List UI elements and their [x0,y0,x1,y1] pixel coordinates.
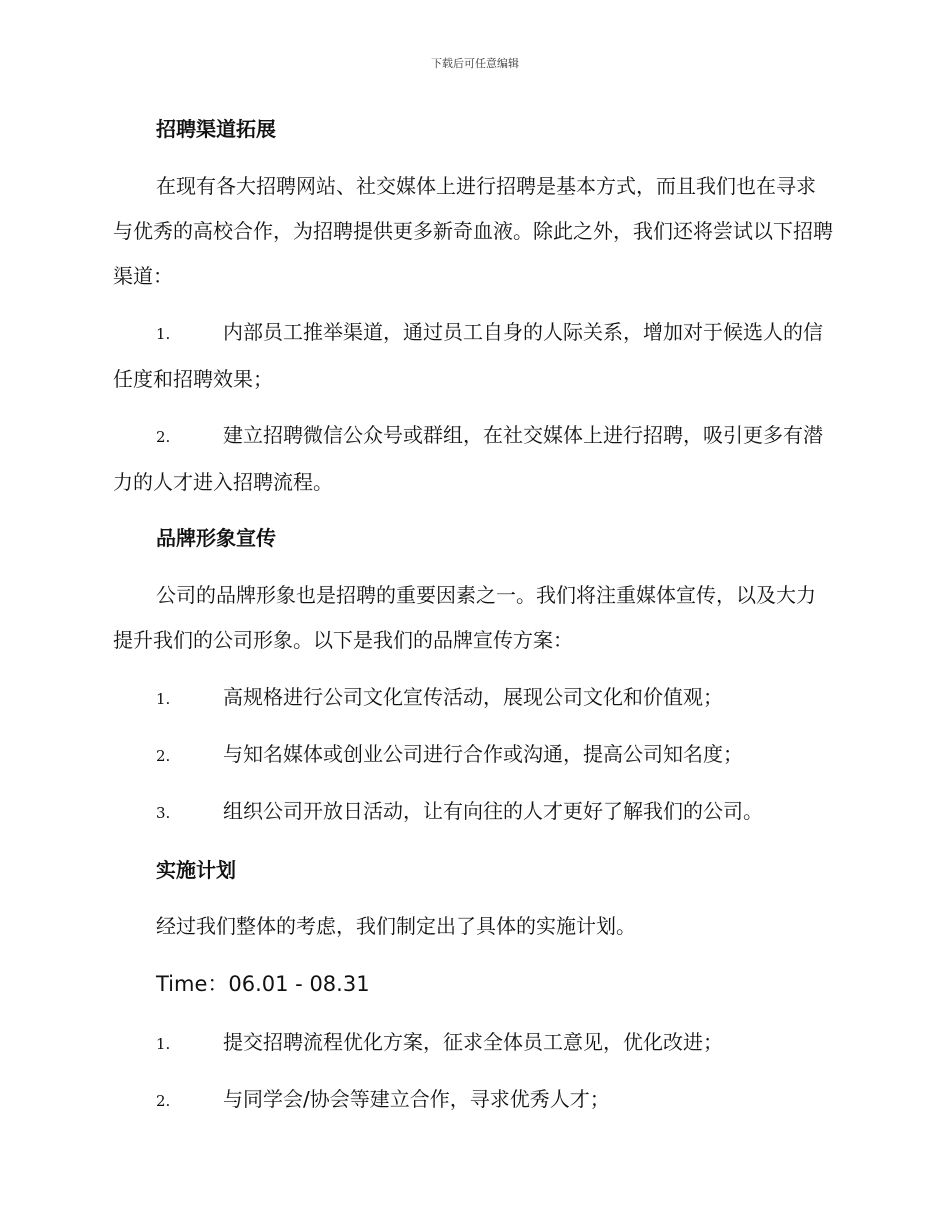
section-intro-brand-image: 公司的品牌形象也是招聘的重要因素之一。我们将注重媒体宣传，以及大力提升我们的公司形象。以下是我们的品牌宣传方案： [113,583,816,652]
list-item-text: 内部员工推举渠道，通过员工自身的人际关系，增加对于候选人的信任度和招聘效果； [113,320,823,391]
timeline-range: Time：06.01 - 08.31 [156,972,370,996]
list-item [113,1077,835,1124]
list-item [113,310,835,402]
list-item [113,675,835,722]
list-item-number: 2. [156,428,171,446]
header-watermark: 下载后可任意编辑 [431,57,519,70]
list-item [113,1020,835,1067]
list-item-number: 1. [156,325,171,343]
list-item [113,789,835,836]
list-item-number: 2. [156,1092,171,1110]
section-intro-implementation-plan: 经过我们整体的考虑，我们制定出了具体的实施计划。 [156,914,636,938]
list-item-text: 与同学会/协会等建立合作，寻求优秀人才； [223,1087,610,1111]
section-title-implementation-plan: 实施计划 [156,858,236,882]
list-item-number: 1. [156,1035,171,1053]
list-item-number: 3. [156,804,171,822]
list-item-number: 1. [156,690,171,708]
list-item-text: 高规格进行公司文化宣传活动，展现公司文化和价值观； [223,685,723,709]
list-item-text: 建立招聘微信公众号或群组，在社交媒体上进行招聘，吸引更多有潜力的人才进入招聘流程。 [113,423,823,494]
section-title-brand-image: 品牌形象宣传 [156,526,276,550]
list-item-text: 与知名媒体或创业公司进行合作或沟通，提高公司知名度； [223,742,743,766]
list-item-text: 组织公司开放日活动，让有向往的人才更好了解我们的公司。 [223,799,763,823]
section-title-recruitment-channels: 招聘渠道拓展 [156,117,276,141]
list-item-text: 提交招聘流程优化方案，征求全体员工意见，优化改进； [223,1030,723,1054]
list-item [113,413,835,505]
list-item [113,732,835,779]
section-intro-recruitment-channels: 在现有各大招聘网站、社交媒体上进行招聘是基本方式，而且我们也在寻求与优秀的高校合作，为招聘提供更多新奇血液。除此之外，我们还将尝试以下招聘渠道： [113,174,833,288]
list-item-number: 2. [156,747,171,765]
